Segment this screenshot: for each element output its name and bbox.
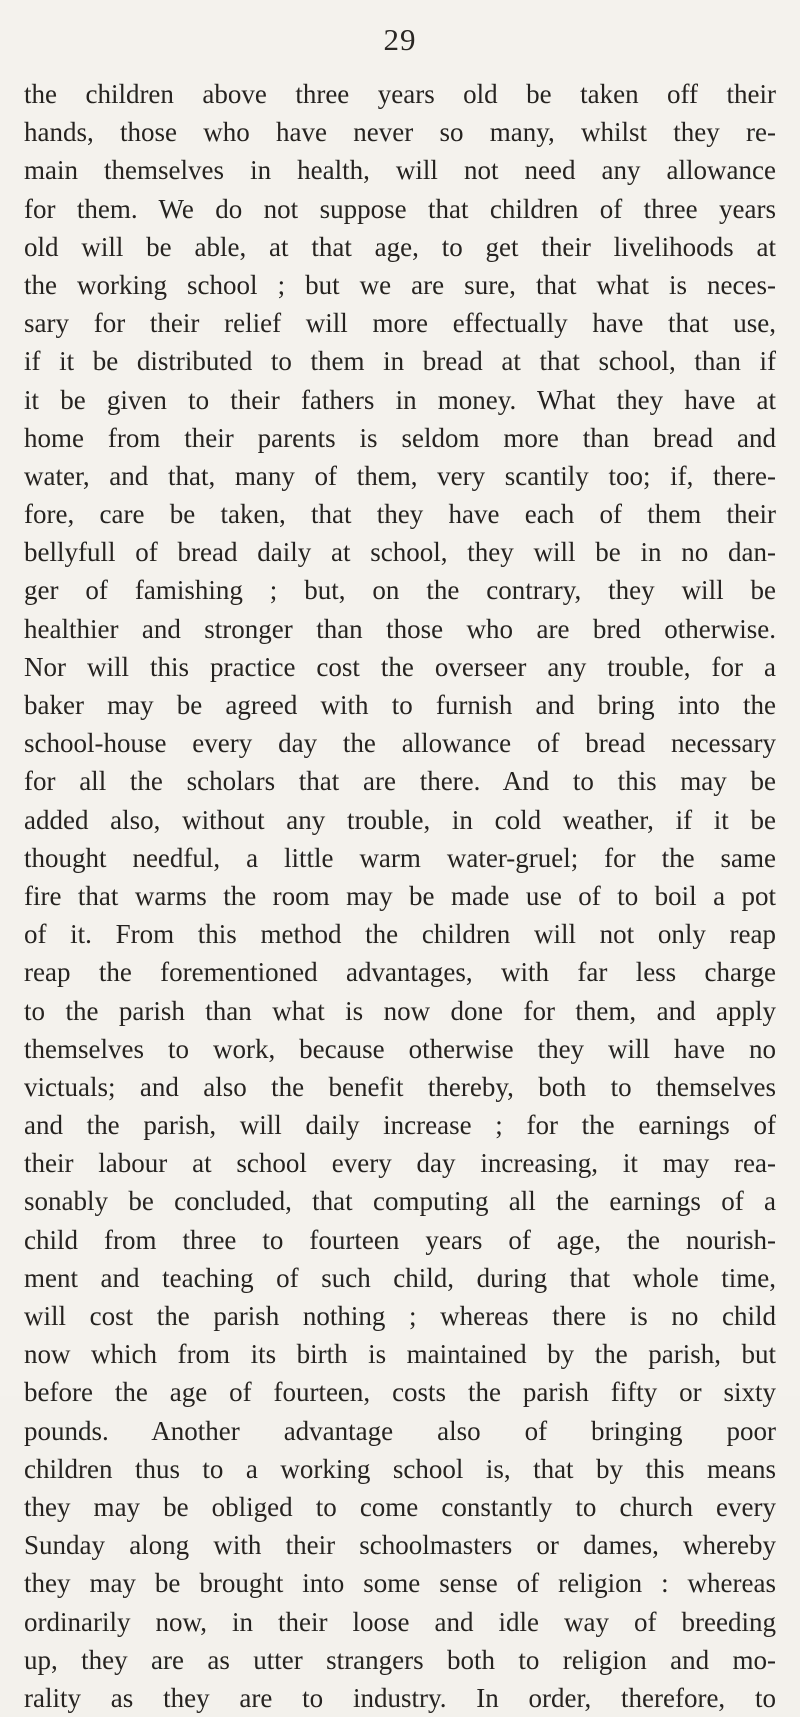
text-line: Sunday along with their schoolmasters or dames, whereby (24, 1530, 776, 1561)
text-line: the children above three years old be taken off their (24, 79, 776, 109)
text-line: fore, care be taken, that they have each of them their (24, 499, 776, 530)
text-line: bellyfull of bread daily at school, they will be in no dan- (24, 537, 776, 568)
text-line: ger of famishing ; but, on the contrary, they will be (24, 575, 776, 606)
text-line: for them. We do not suppose that children of three years (24, 193, 776, 224)
body-text (24, 75, 776, 1717)
text-line: sonably be concluded, that computing all the earnings of a (24, 1186, 776, 1217)
text-line: they may be brought into some sense of religion : whereas (24, 1568, 776, 1599)
text-line: fire that warms the room may be made use of to boil a pot (24, 880, 776, 911)
text-line: it be given to their fathers in money. What they have at (24, 384, 776, 415)
text-line: to the parish than what is now done for them, and apply (24, 995, 776, 1026)
text-line: ordinarily now, in their loose and idle way of breeding (24, 1606, 776, 1637)
text-line: victuals; and also the benefit thereby, both to themselves (24, 1071, 776, 1102)
text-line: will cost the parish nothing ; whereas there is no child (24, 1301, 776, 1331)
text-line: children thus to a working school is, that by this means (24, 1453, 776, 1484)
text-line: home from their parents is seldom more than bread and (24, 422, 776, 453)
text-line: Nor will this practice cost the overseer any trouble, for a (24, 651, 776, 682)
text-line: if it be distributed to them in bread at that school, than if (24, 346, 776, 377)
text-line: now which from its birth is maintained by the parish, but (24, 1339, 776, 1370)
text-line: reap the forementioned advantages, with far less charge (24, 957, 776, 988)
text-line: baker may be agreed with to furnish and bring into the (24, 690, 776, 720)
text-line: school-house every day the allowance of bread necessary (24, 728, 776, 759)
text-line: old will be able, at that age, to get their livelihoods at (24, 231, 776, 262)
text-line: their labour at school every day increasing, it may rea- (24, 1148, 776, 1179)
text-line: thought needful, a little warm water-gruel; for the same (24, 842, 776, 873)
text-line: rality as they are to industry. In order, therefore, to (24, 1682, 776, 1713)
text-line: for all the scholars that are there. And to this may be (24, 766, 776, 797)
text-line: pounds. Another advantage also of bringing poor (24, 1415, 776, 1446)
text-line: ment and teaching of such child, during that whole time, (24, 1262, 776, 1293)
text-line: added also, without any trouble, in cold weather, if it be (24, 804, 776, 835)
text-line: healthier and stronger than those who are bred otherwise. (24, 613, 776, 644)
text-line: and the parish, will daily increase ; for the earnings of (24, 1110, 776, 1141)
text-line: of it. From this method the children will not only reap (24, 919, 776, 950)
text-line: child from three to fourteen years of age, the nourish- (24, 1224, 776, 1255)
text-line: main themselves in health, will not need any allowance (24, 155, 776, 186)
text-line: before the age of fourteen, costs the parish fifty or sixty (24, 1377, 776, 1408)
text-line: up, they are as utter strangers both to religion and mo- (24, 1644, 776, 1675)
text-line: themselves to work, because otherwise they will have no (24, 1033, 776, 1064)
text-line: hands, those who have never so many, whilst they re- (24, 117, 776, 148)
page-number: 29 (383, 22, 417, 57)
text-line: they may be obliged to come constantly to church every (24, 1491, 776, 1522)
text-line: water, and that, many of them, very scantily too; if, there- (24, 460, 776, 491)
text-line: sary for their relief will more effectually have that use, (24, 308, 776, 339)
text-line: the working school ; but we are sure, that what is neces- (24, 269, 776, 300)
